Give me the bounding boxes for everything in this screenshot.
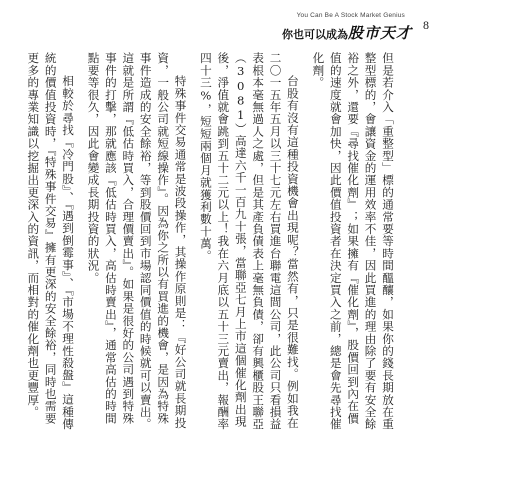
header-title-prefix: 你也可以成為 [281, 28, 348, 41]
header-title-calligraphy: 股市天才 [347, 24, 412, 42]
paragraph-catalyst: 但是若介入「重整型」標的通常要等時間醞釀，如果你的錢長期放在重整型標的，會讓資金的運用效率不佳，因此買進的理由除了要有安全餘裕之外，還要『尋找催化劑』；如果擁有『催化劑』，股價回到內在價值的速度就會加快，因此價值投資者在決定買入之前，總是會先尋找催化劑。 [311, 52, 395, 431]
header-english-subtitle: You Can Be A Stock Market Genius [296, 12, 405, 19]
body-text-vertical [24, 52, 396, 434]
paragraph-comparison: 相較於尋找『冷門股』、『遇到倒霉事』、『市場不理性殺盤』這種傳統的價值投資時，『特殊事件交易』擁有更深的安全餘裕，同時也需要更多的專業知識以挖掘出更深入的資訊，而相對的催化劑也更豐厚。 [26, 52, 76, 431]
paragraph-example: 台股有沒有這種投資機會出現呢？當然有，只是很難找。例如我在二〇一五年五月以三十七元左右買進台聯電這間公司，此公司只看損益表根本毫無過人之處，但是其產負債表上毫無負債，卻有興櫃股王聯亞（3081）高達六千一百九十張，當聯亞七月上市這個催化劑出現後，淨值就會跳到五十二元以上！我在六月底以五十三元賣出，報酬率四十三%，短短兩個月就獲利數十萬。 [198, 52, 300, 431]
page-number: 8 [423, 18, 429, 32]
header-chinese-title [282, 22, 412, 43]
page-header [0, 0, 520, 44]
paragraph-trading-principle: 特殊事件交易通常是波段操作，其操作原則是：『好公司就長期投資，一般公司就短線操作』。因為你之所以有買進的機會，是因為特殊事件造成的安全餘裕，等到股價回到市場認同價值的時候就可以賣出。這就是所謂『低估時買入，合理價賣出』。如果是很好的公司遇到特殊事件的打擊，那就應該『低估時買入，高估時賣出』，通常高估的時間點要等很久，因此會變成長期投資的狀況。 [86, 52, 188, 431]
